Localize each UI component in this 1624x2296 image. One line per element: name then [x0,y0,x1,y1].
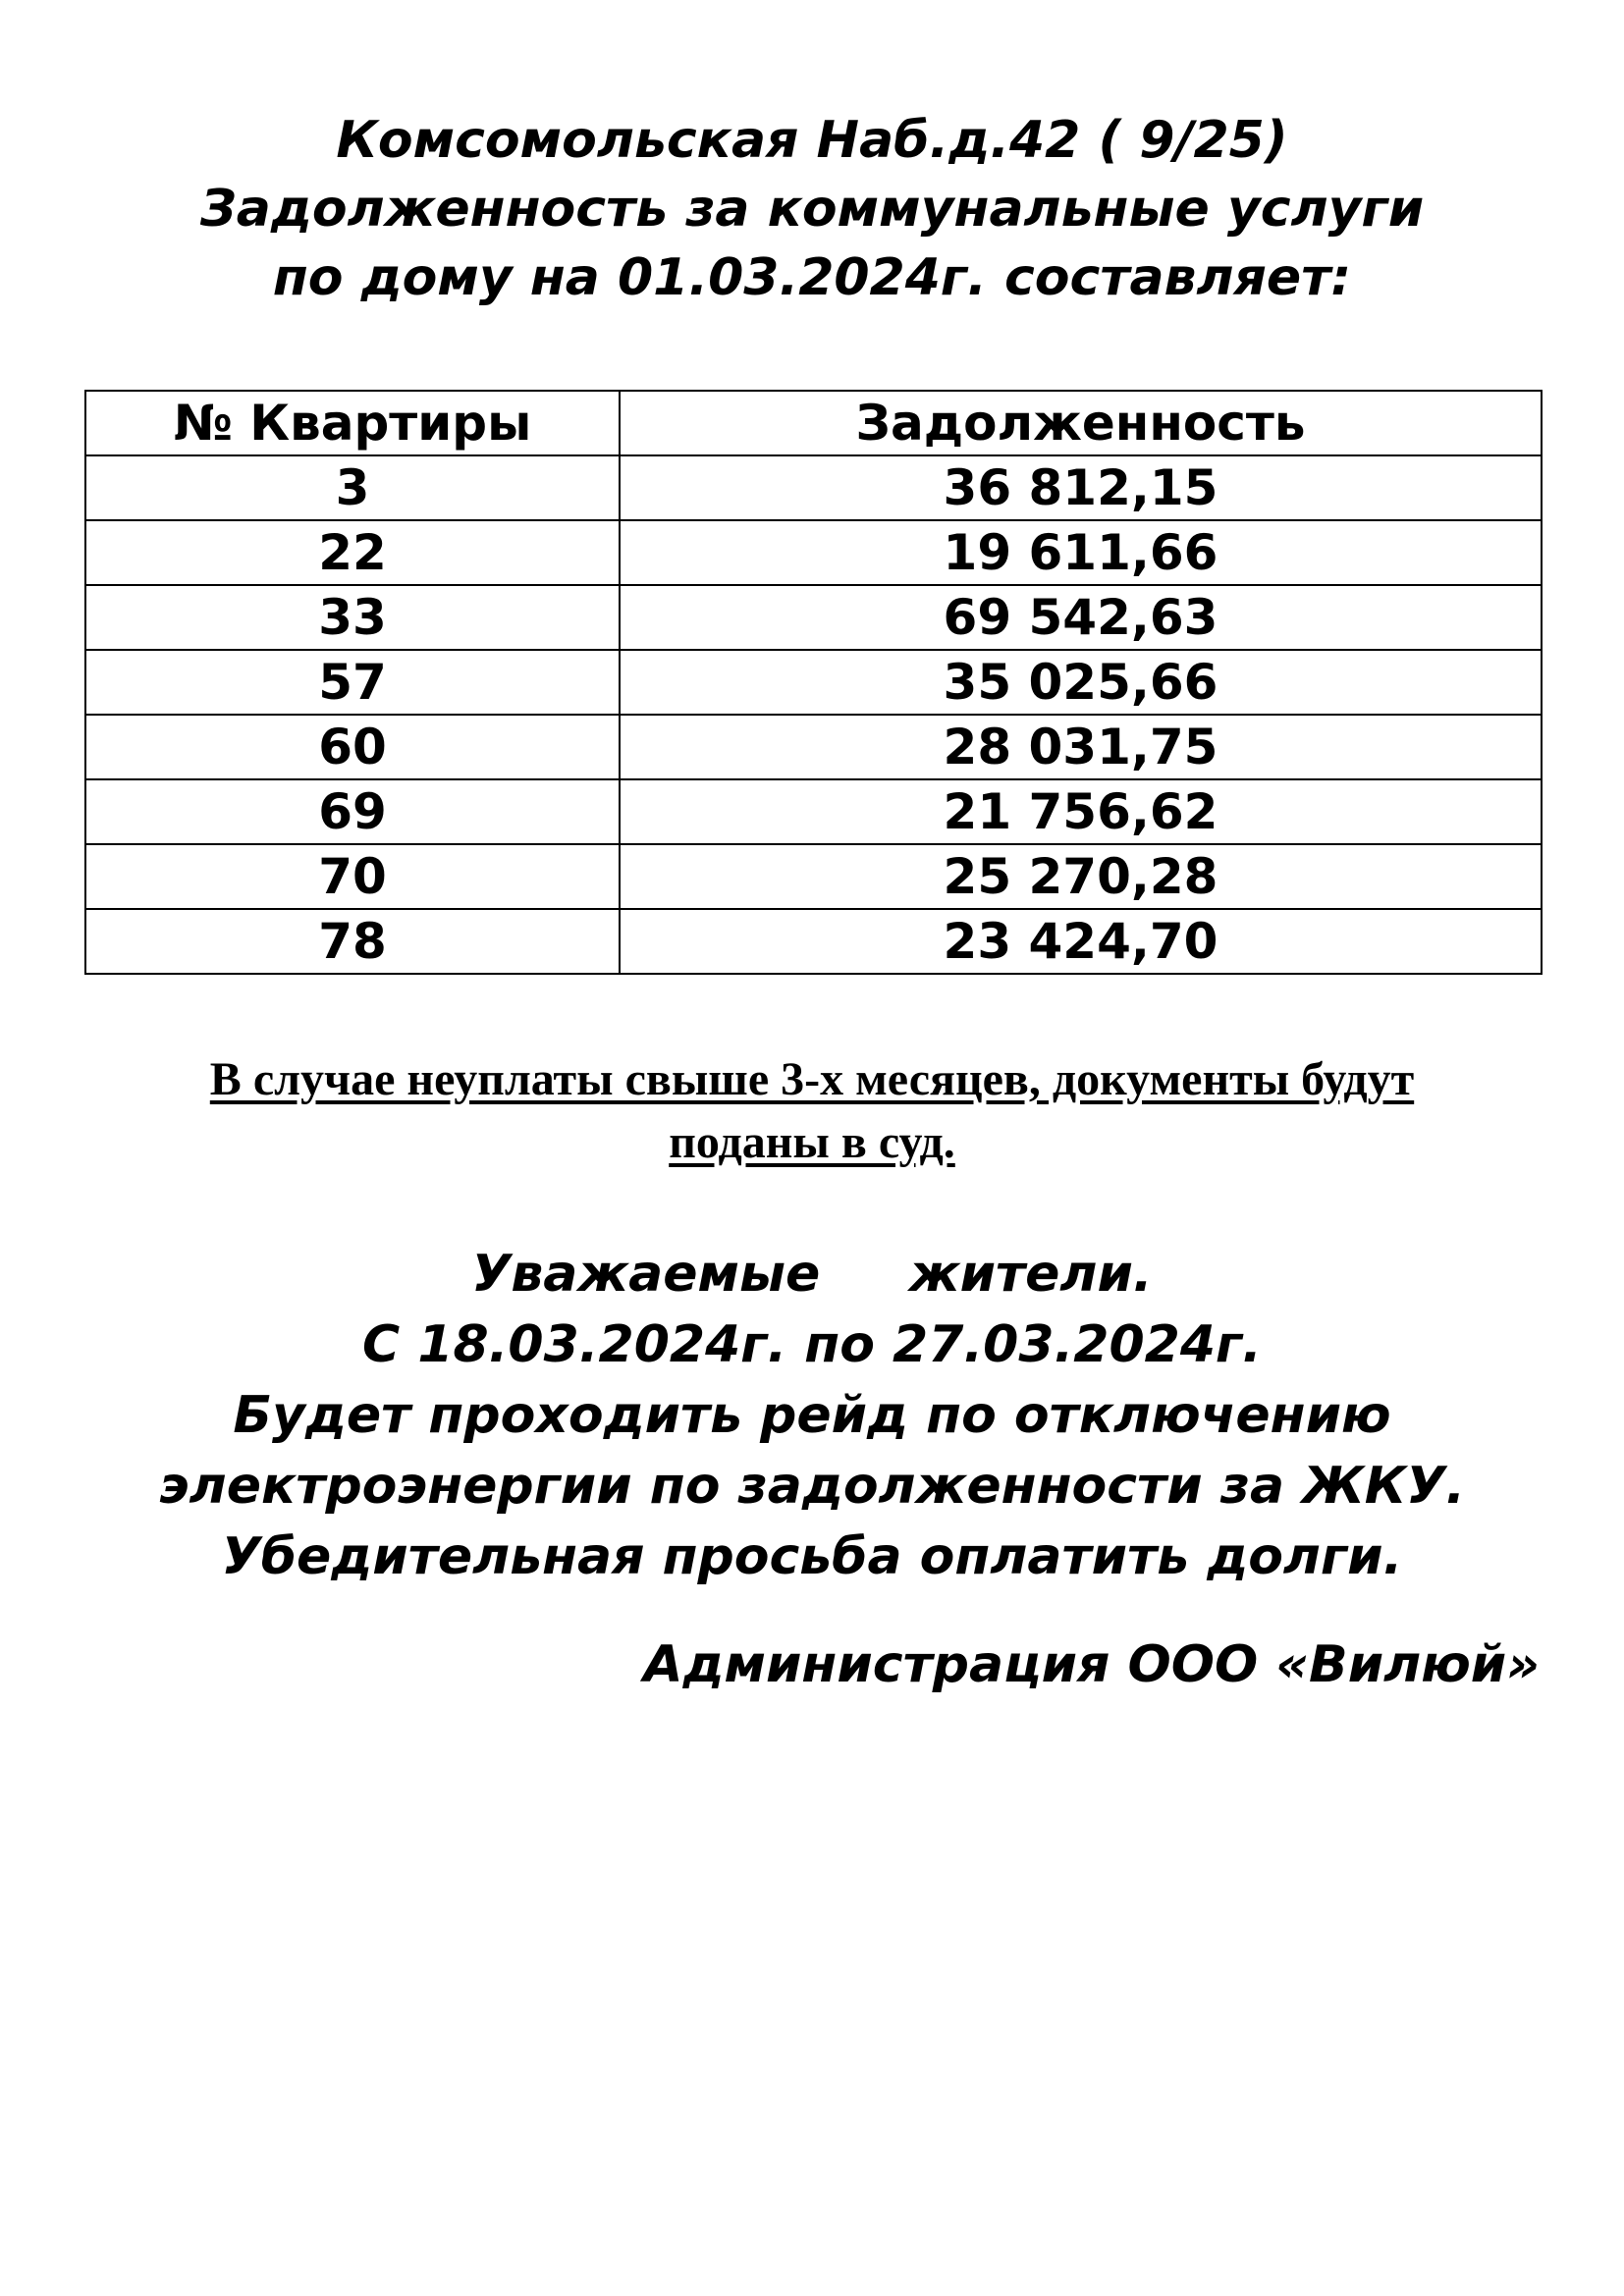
table-row [85,909,1542,974]
apartment-cell: 3 [85,455,620,520]
apartment-cell: 33 [85,585,620,650]
title-address: Комсомольская Наб.д.42 ( 9/25) [336,111,1288,170]
debt-cell: 28 031,75 [620,715,1542,779]
table-header-row [85,391,1542,455]
court-warning [0,1048,1624,1174]
debt-cell: 19 611,66 [620,520,1542,585]
debt-cell: 36 812,15 [620,455,1542,520]
debt-cell: 21 756,62 [620,779,1542,844]
column-header-debt: Задолженность [620,391,1542,455]
disconnection-notice [0,1239,1624,1592]
table-row [85,455,1542,520]
table-row [85,585,1542,650]
notice-request: Убедительная просьба оплатить долги. [221,1527,1403,1586]
table-row [85,779,1542,844]
apartment-cell: 22 [85,520,620,585]
notice-dates: С 18.03.2024г. по 27.03.2024г. [362,1315,1262,1374]
title-date: по дому на 01.03.2024г. составляет: [272,248,1352,307]
table-row [85,650,1542,715]
warning-line-2: поданы в суд. [669,1116,955,1168]
warning-line-1: В случае неуплаты свыше 3-х месяцев, документы будут [209,1053,1415,1105]
document-title [0,106,1624,312]
table-row [85,520,1542,585]
apartment-cell: 78 [85,909,620,974]
debt-cell: 69 542,63 [620,585,1542,650]
signature: Администрация ООО «Вилюй» [643,1635,1540,1694]
table-row [85,715,1542,779]
debt-cell: 35 025,66 [620,650,1542,715]
column-header-apartment: № Квартиры [85,391,620,455]
notice-electricity: электроэнергии по задолженности за ЖКУ. [158,1457,1466,1516]
debt-cell: 25 270,28 [620,844,1542,909]
apartment-cell: 70 [85,844,620,909]
title-subject: Задолженность за коммунальные услуги [199,180,1425,239]
apartment-cell: 60 [85,715,620,779]
apartment-cell: 57 [85,650,620,715]
notice-raid: Будет проходить рейд по отключению [233,1386,1391,1445]
apartment-cell: 69 [85,779,620,844]
notice-greeting: Уважаемые жители. [471,1245,1153,1304]
debt-table [84,390,1543,975]
debt-cell: 23 424,70 [620,909,1542,974]
table-row [85,844,1542,909]
